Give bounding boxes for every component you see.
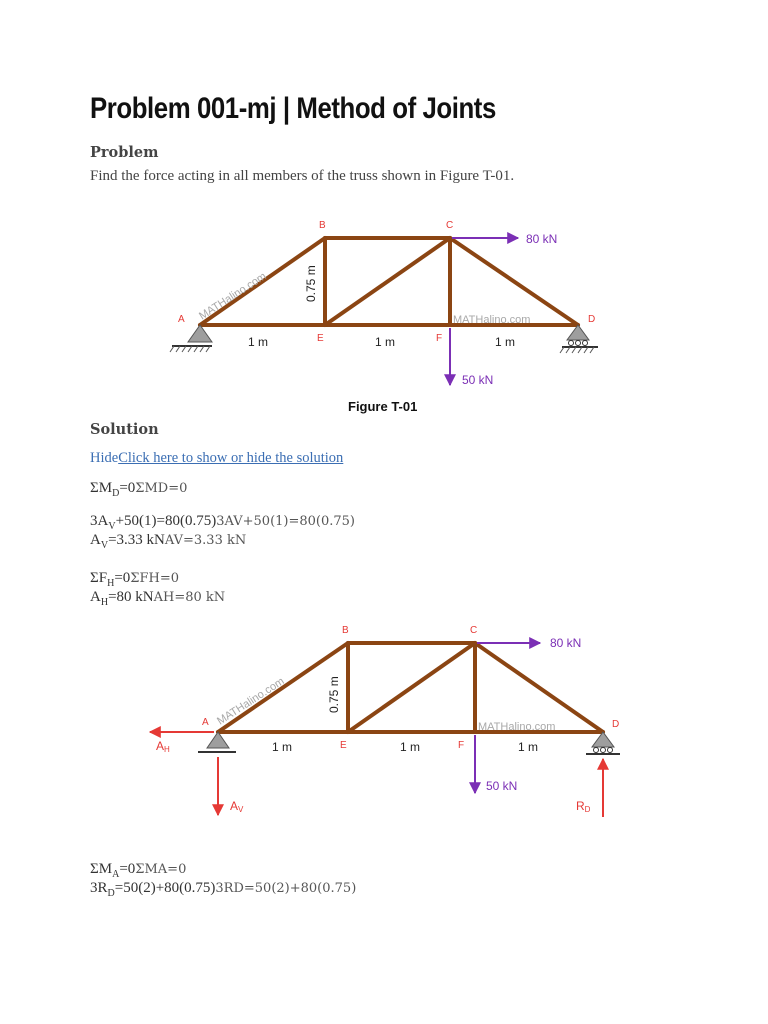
fbd-roller-support-d [586,732,620,754]
fbd-node-label-a: A [202,717,209,728]
node-label-f: F [436,333,443,344]
truss-figure-t01 [160,210,620,420]
toggle-solution-link[interactable]: Click here to show or hide the solution [118,450,344,466]
node-label-a: A [178,314,185,325]
fbd-load-label-50kn: 50 kN [486,779,518,793]
fbd-dim-span-3: 1 m [518,740,539,754]
fbd-dim-span-2: 1 m [400,740,421,754]
reaction-label-av: AV [230,799,244,814]
watermark-diagonal: MATHalino.com [197,270,269,323]
fbd-dim-span-1: 1 m [272,740,293,754]
node-label-c: C [446,220,454,231]
fbd-node-label-f: F [458,740,465,751]
solution-heading: Solution [90,421,159,438]
figure-caption: Figure T-01 [348,399,418,414]
fbd-load-label-80kn: 80 kN [550,636,582,650]
fbd-node-label-e: E [340,740,347,751]
dim-span-1: 1 m [248,335,269,349]
fbd-watermark-horizontal: MATHalino.com [478,721,556,733]
fbd-dim-height: 0.75 m [327,676,341,713]
dim-span-2: 1 m [375,335,396,349]
watermark-horizontal: MATHalino.com [453,314,531,326]
hide-link[interactable]: Hide [90,450,119,466]
fbd-node-label-d: D [612,719,620,730]
reaction-label-rd: RD [576,799,591,814]
equation-sum-fh: $\Sigma F_H=0\Sigma FH=0$ [90,570,179,589]
reaction-label-ah: AH [156,739,170,754]
fbd-node-label-c: C [470,625,478,636]
dim-span-3: 1 m [495,335,516,349]
node-label-e: E [317,333,324,344]
solution-toggle[interactable] [90,450,343,467]
equation-av: $A_V=3.33$ kNAV=3.33 kN [90,532,247,551]
node-label-b: B [319,220,326,231]
problem-heading: Problem [90,144,159,161]
fbd-node-label-b: B [342,625,349,636]
dim-height: 0.75 m [304,265,318,302]
truss-free-body-diagram [140,615,630,830]
node-label-d: D [588,314,596,325]
equation-sum-md: $\Sigma M_D=0\Sigma MD=0$ [90,480,188,499]
equation-sum-ma: $\Sigma M_A=0\Sigma MA=0$ [90,861,187,880]
roller-support-d [560,325,598,353]
equation-ah: $A_H=80$ kNAH=80 kN [90,589,226,608]
page-title: Problem 001-mj | Method of Joints [90,92,496,125]
load-label-80kn: 80 kN [526,232,558,246]
pin-support-a [170,325,212,352]
equation-rd: $3R_D=50(2)+80(0.75)3RD=50(2)+80(0.75)$ [90,880,357,899]
equation-moment: $3A_V+50(1)=80(0.75)3AV+50(1)=80(0.75)$ [90,513,356,532]
fbd-pin-support-a [198,732,236,752]
load-label-50kn: 50 kN [462,373,494,387]
fbd-watermark-diagonal: MATHalino.com [215,675,287,728]
problem-text: Find the force acting in all members of the truss shown in Figure T-01. [90,168,515,184]
